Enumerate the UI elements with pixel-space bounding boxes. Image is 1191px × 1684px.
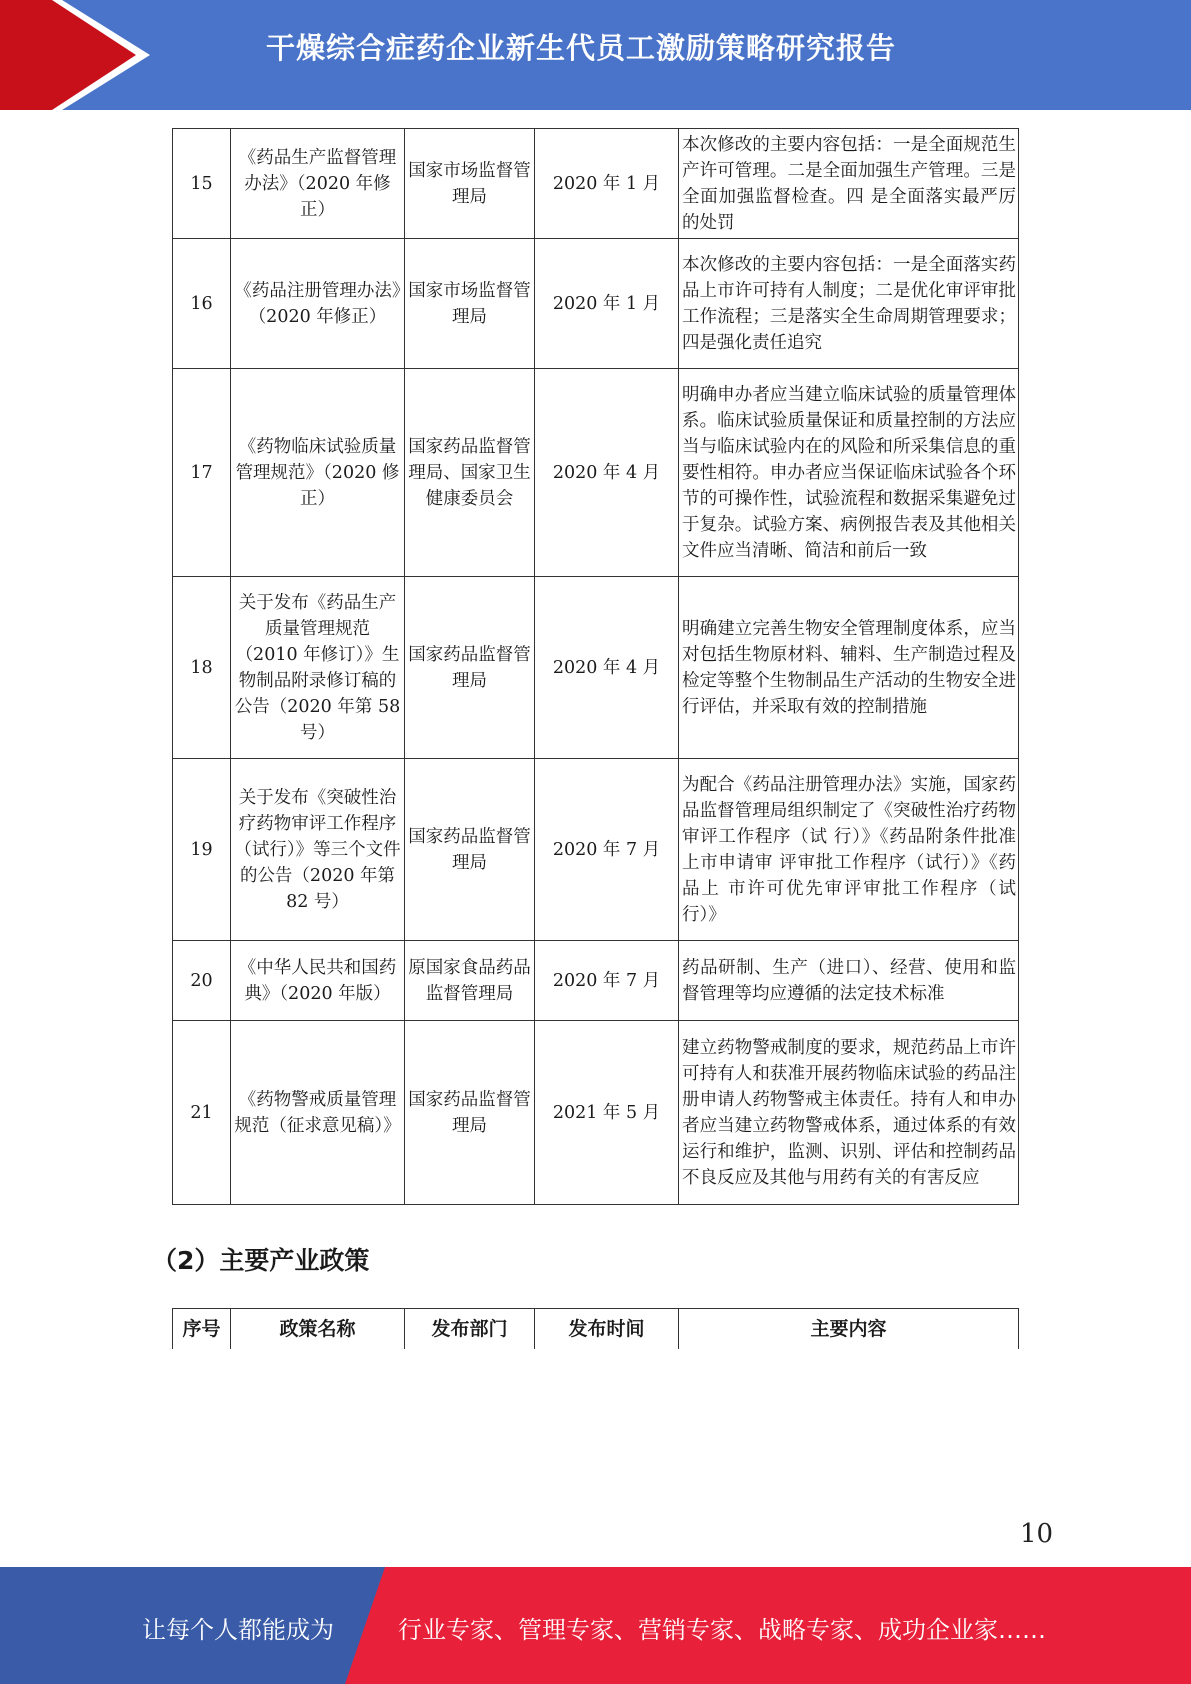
policy-content: 明确申办者应当建立临床试验的质量管理体系。临床试验质量保证和质量控制的方法应当与临床试验内在的风险和所采集信息的重要性相符。申办者应当保证临床试验各个环节的可操作性，试验流程和数据采集避免过于复杂。试验方案、病例报告表及其他相关文件应当清晰、简洁和前后一致 xyxy=(679,369,1019,577)
policy-table xyxy=(172,128,1019,1205)
table-row xyxy=(173,1021,1019,1205)
issuing-department: 国家药品监督管理局 xyxy=(405,759,535,941)
issue-date: 2021 年 5 月 xyxy=(535,1021,679,1205)
policy-content: 本次修改的主要内容包括：一是全面落实药品上市许可持有人制度；二是优化审评审批工作流程；三是落实全生命周期管理要求；四是强化责任追究 xyxy=(679,239,1019,369)
table-row xyxy=(173,129,1019,239)
page-footer xyxy=(0,1567,1191,1684)
table-row xyxy=(173,369,1019,577)
issuing-department: 国家药品监督管理局 xyxy=(405,577,535,759)
column-header-date: 发布时间 xyxy=(535,1309,679,1350)
column-header-name: 政策名称 xyxy=(231,1309,405,1350)
issue-date: 2020 年 7 月 xyxy=(535,941,679,1021)
policy-content: 建立药物警戒制度的要求，规范药品上市许可持有人和获准开展药物临床试验的药品注册申请人药物警戒主体责任。持有人和申办者应当建立药物警戒体系，通过体系的有效运行和维护，监测、识别、评估和控制药品不良反应及其他与用药有关的有害反应 xyxy=(679,1021,1019,1205)
row-number: 17 xyxy=(173,369,231,577)
column-header-number: 序号 xyxy=(173,1309,231,1350)
footer-slogan-left: 让每个人都能成为 xyxy=(142,1616,334,1644)
policy-content: 明确建立完善生物安全管理制度体系，应当对包括生物原材料、辅料、生产制造过程及检定等整个生物制品生产活动的生物安全进行评估，并采取有效的控制措施 xyxy=(679,577,1019,759)
policy-name: 关于发布《突破性治疗药物审评工作程序（试行）》等三个文件的公告（2020 年第 82 号） xyxy=(231,759,405,941)
issue-date: 2020 年 1 月 xyxy=(535,239,679,369)
row-number: 19 xyxy=(173,759,231,941)
issue-date: 2020 年 4 月 xyxy=(535,577,679,759)
policy-name: 《药物警戒质量管理规范（征求意见稿）》 xyxy=(231,1021,405,1205)
table-header-row xyxy=(173,1309,1019,1350)
row-number: 21 xyxy=(173,1021,231,1205)
report-title: 干燥综合症药企业新生代员工激励策略研究报告 xyxy=(266,31,897,65)
policy-name: 关于发布《药品生产质量管理规范（2010 年修订）》生物制品附录修订稿的公告（2020 年第 58 号） xyxy=(231,577,405,759)
column-header-department: 发布部门 xyxy=(405,1309,535,1350)
issuing-department: 国家市场监督管理局 xyxy=(405,129,535,239)
table-row xyxy=(173,759,1019,941)
section-heading: （2）主要产业政策 xyxy=(152,1246,370,1275)
policy-name: 《药品生产监督管理办法》（2020 年修正） xyxy=(231,129,405,239)
table-row xyxy=(173,239,1019,369)
issue-date: 2020 年 7 月 xyxy=(535,759,679,941)
policy-content: 药品研制、生产（进口）、经营、使用和监督管理等均应遵循的法定技术标准 xyxy=(679,941,1019,1021)
issue-date: 2020 年 4 月 xyxy=(535,369,679,577)
policy-content: 为配合《药品注册管理办法》实施，国家药品监督管理局组织制定了《突破性治疗药物审评工作程序（试 行）》《药品附条件批准上市申请审 评审批工作程序（试行）》《药品上 市许可优先审评审批工作程序（试 行）》 xyxy=(679,759,1019,941)
issuing-department: 国家药品监督管理局 xyxy=(405,1021,535,1205)
policy-name: 《药物临床试验质量管理规范》（2020 修正） xyxy=(231,369,405,577)
industry-policy-table xyxy=(172,1308,1019,1349)
column-header-content: 主要内容 xyxy=(679,1309,1019,1350)
table-row xyxy=(173,941,1019,1021)
issuing-department: 国家药品监督管理局、国家卫生健康委员会 xyxy=(405,369,535,577)
row-number: 20 xyxy=(173,941,231,1021)
policy-name: 《药品注册管理办法》（2020 年修正） xyxy=(231,239,405,369)
page-header xyxy=(0,0,1191,110)
issuing-department: 国家市场监督管理局 xyxy=(405,239,535,369)
footer-slogan-right: 行业专家、管理专家、营销专家、战略专家、成功企业家…… xyxy=(398,1616,1046,1644)
row-number: 18 xyxy=(173,577,231,759)
page-number: 10 xyxy=(1020,1519,1054,1549)
issuing-department: 原国家食品药品监督管理局 xyxy=(405,941,535,1021)
row-number: 15 xyxy=(173,129,231,239)
row-number: 16 xyxy=(173,239,231,369)
policy-name: 《中华人民共和国药典》（2020 年版） xyxy=(231,941,405,1021)
policy-content: 本次修改的主要内容包括：一是全面规范生产许可管理。二是全面加强生产管理。三是全面加强监督检查。四 是全面落实最严厉的处罚 xyxy=(679,129,1019,239)
table-row xyxy=(173,577,1019,759)
issue-date: 2020 年 1 月 xyxy=(535,129,679,239)
header-red-arrow xyxy=(0,0,150,110)
